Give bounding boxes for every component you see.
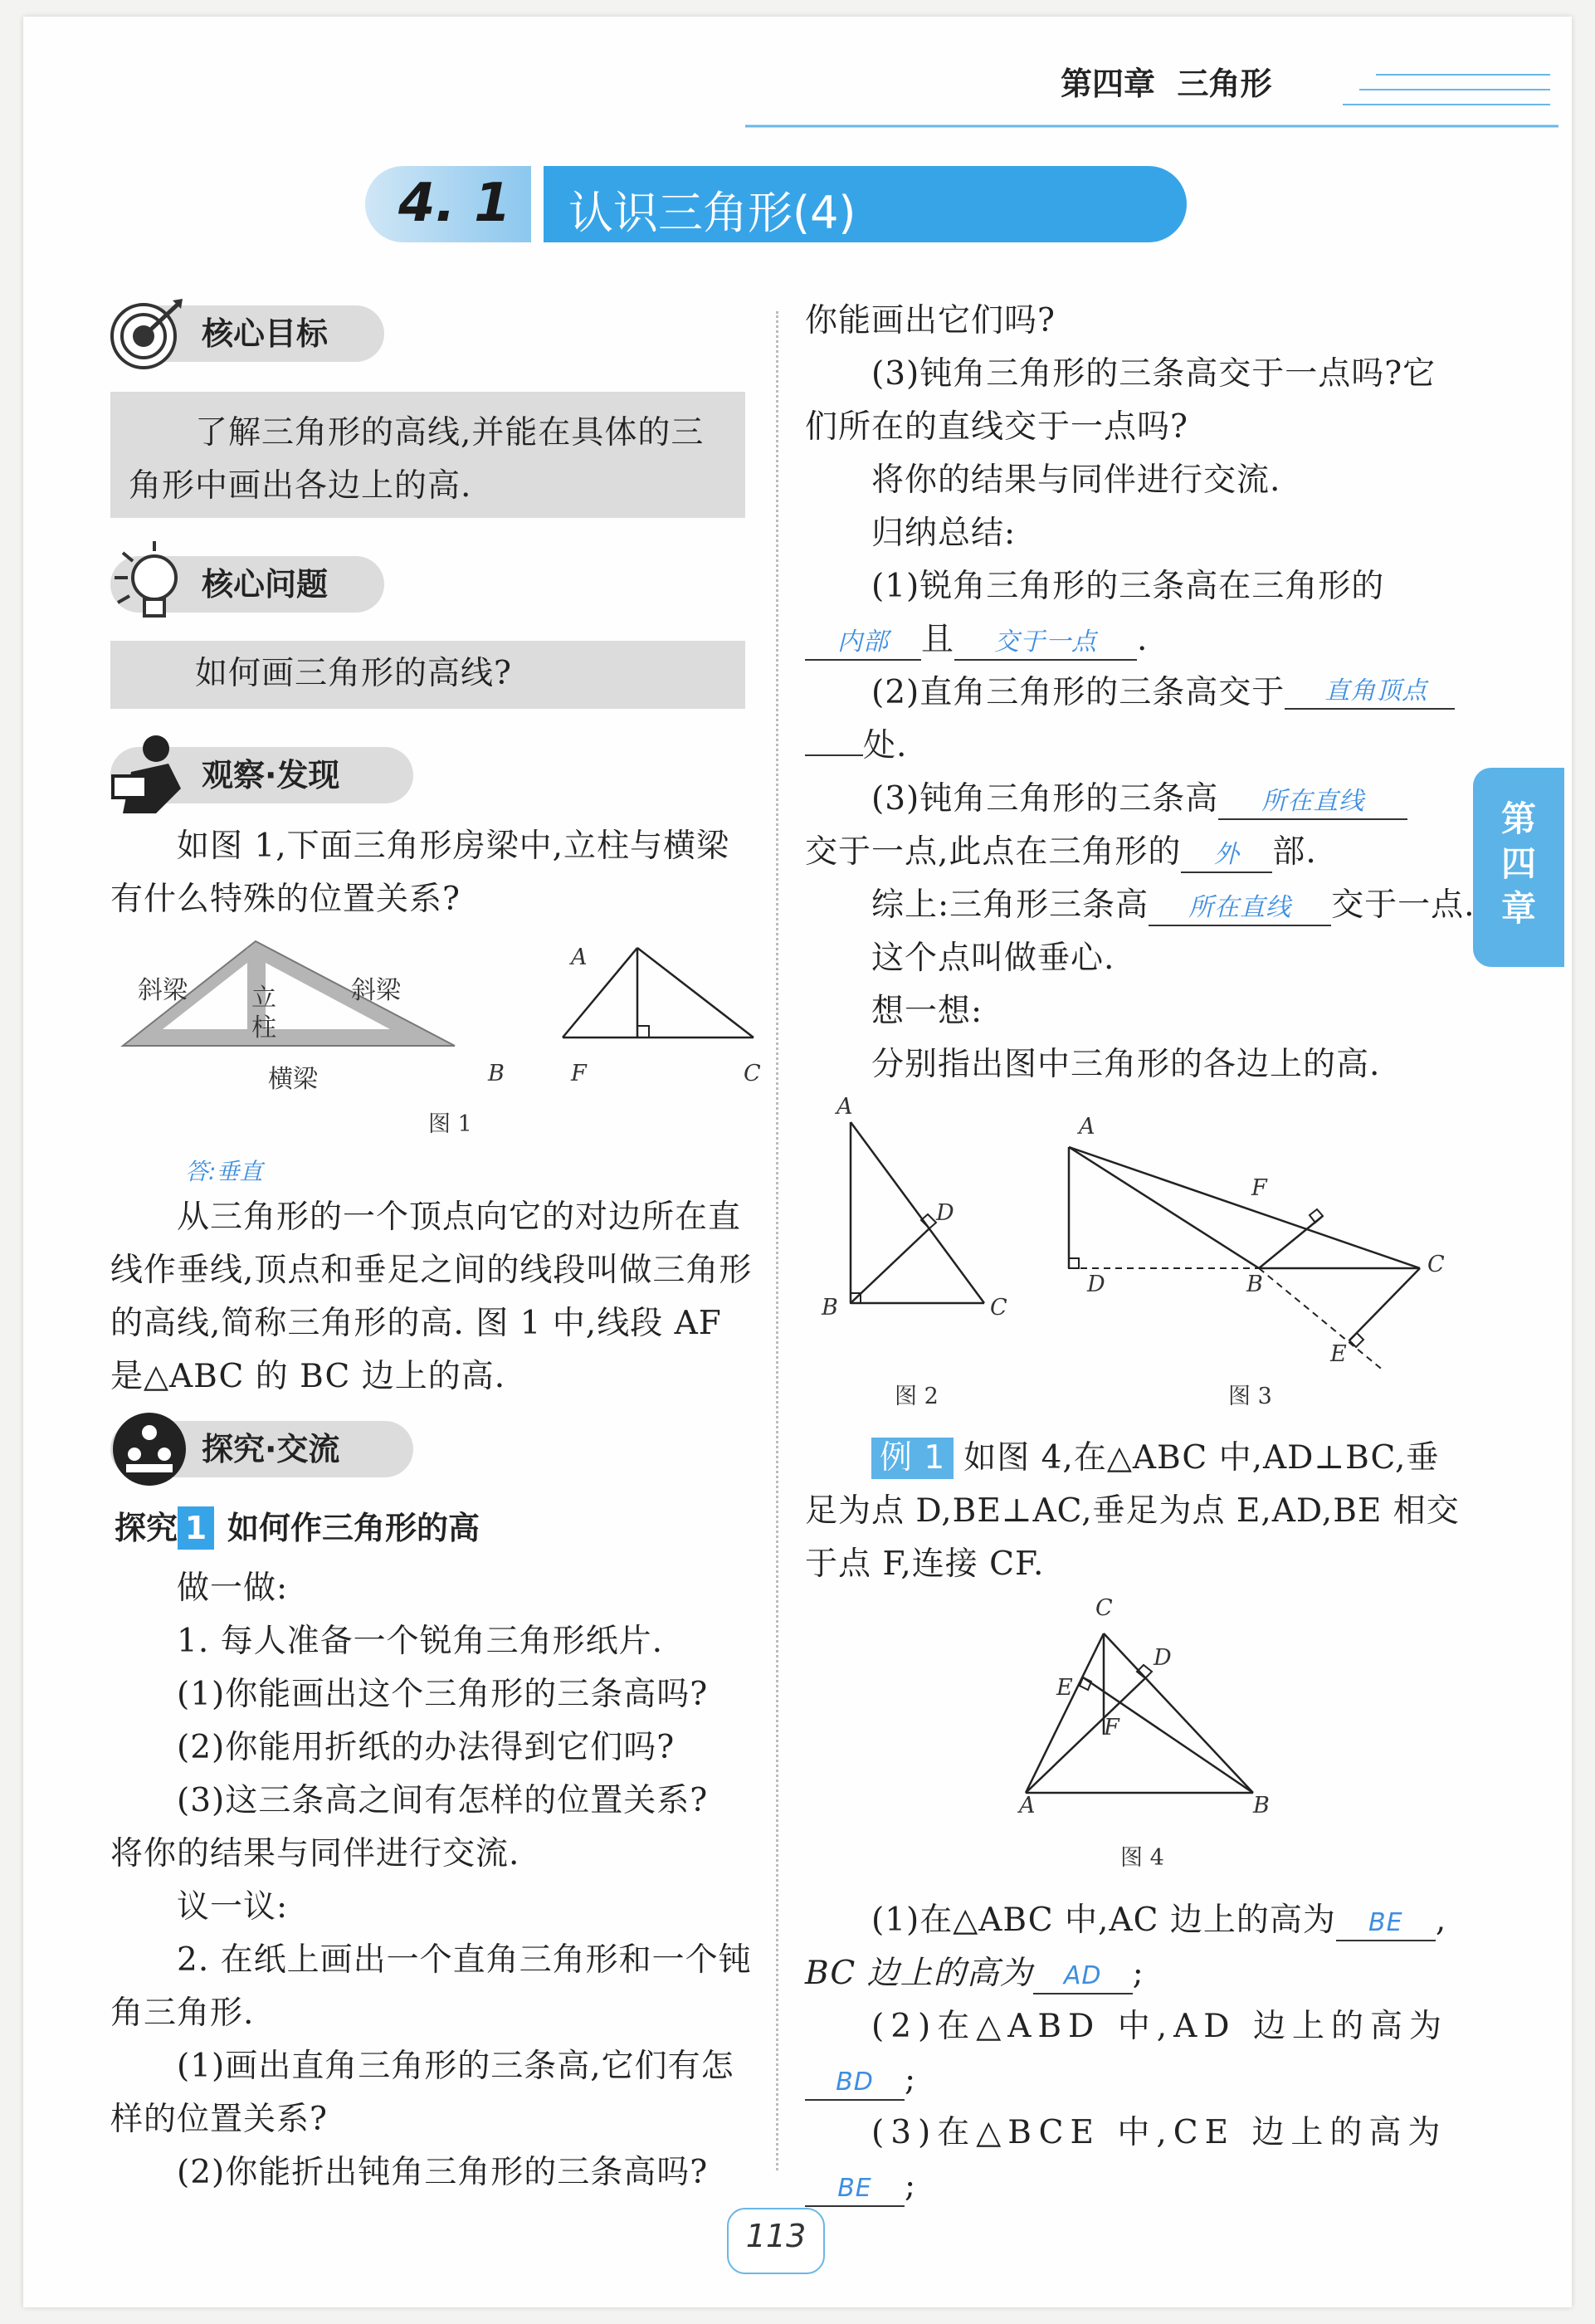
fig4-point-c: C: [1095, 1595, 1113, 1621]
question-1-line-b: BC 边上的高为 AD ;: [805, 1947, 1461, 2000]
blank-inside: 内部: [805, 626, 921, 661]
example-label: 例 1: [871, 1438, 954, 1479]
observe-badge: 观察·发现: [110, 747, 413, 803]
core-goal-badge: 核心目标: [110, 305, 384, 362]
question-2-line-a: (2)在△ABD 中,AD 边上的高为: [871, 2008, 1448, 2045]
blank-lines-2: 所在直线: [1149, 891, 1331, 926]
figure-1: [115, 930, 762, 1129]
right-line-2: (3)钝角三角形的三条高交于一点吗?它们所在的直线交于一点吗?: [805, 355, 1436, 446]
fig1-point-b: B: [488, 1061, 505, 1086]
fig3-point-b: B: [1246, 1272, 1263, 1297]
title-number: 4. 1: [398, 173, 511, 234]
question-3-line-a: (3)在△BCE 中,CE 边上的高为: [871, 2114, 1447, 2151]
explore-sub-prefix: 探究: [115, 1510, 178, 1546]
summary-4-line: [871, 879, 1502, 985]
explore-line-6: 议一议:: [177, 1888, 289, 1926]
fig4-point-f: F: [1104, 1715, 1119, 1741]
fig3-point-c: C: [1427, 1252, 1445, 1277]
handwritten-answer: 答:垂直: [185, 1158, 263, 1185]
definition-text: 从三角形的一个顶点向它的对边所在直线作垂线,顶点和垂足之间的线段叫做三角形的高线,简称三角形的高. 图 1 中,线段 AF 是△ABC 的 BC 边上的高.: [110, 1199, 753, 1395]
summary-2-end: 处.: [863, 727, 908, 764]
example-text: 如图 4,在△ABC 中,AD⊥BC,垂足为点 D,BE⊥AC,垂足为点 E,AD,BE 相交于点 F,连接 CF.: [805, 1439, 1460, 1583]
summary-1-line-a: (1)锐角三角形的三条高在三角形的: [871, 568, 1385, 605]
header-decoration: [729, 50, 1558, 141]
blank-lines: 所在直线: [1218, 785, 1407, 820]
explore-line-8: (1)画出直角三角形的三条高,它们有怎样的位置关系?: [110, 2048, 734, 2138]
observe-text: 如图 1,下面三角形房梁中,立柱与横梁有什么特殊的位置关系?: [110, 828, 730, 918]
explore-line-5: 将你的结果与同伴进行交流.: [110, 1835, 520, 1872]
page-number: 113: [745, 2218, 807, 2254]
fig2-point-c: C: [990, 1295, 1007, 1321]
fig3-caption: 图 3: [1228, 1384, 1272, 1409]
fig3-point-a: A: [1079, 1114, 1095, 1140]
fig1-point-f: F: [571, 1061, 587, 1086]
question-1-text: (1)在△ABC 中,AC 边上的高为: [871, 1902, 1336, 1939]
explore-badge: 探究·交流: [110, 1421, 413, 1477]
fig4-point-e: E: [1056, 1675, 1073, 1701]
title-text: 认识三角形(4): [568, 187, 856, 239]
fig4-point-d: D: [1154, 1645, 1172, 1671]
fig1-caption: 图 1: [428, 1111, 472, 1137]
fig3-point-e: E: [1330, 1341, 1347, 1367]
summary-2-line-b: [805, 720, 1461, 773]
summary-2-line-a: [871, 666, 1502, 720]
blank-q2: BD: [805, 2066, 905, 2101]
blank-intersect: 交于一点: [954, 626, 1137, 661]
core-goal-box: [110, 392, 745, 518]
explore-line-2: (1)你能画出这个三角形的三条高吗?: [177, 1676, 709, 1713]
title-banner: [365, 166, 1187, 242]
column-divider: [776, 311, 778, 2170]
right-line-4: 归纳总结:: [871, 515, 1017, 552]
fig1-pillar: 立柱: [251, 984, 276, 1042]
summary-1-line-b: 内部 且 交于一点 .: [805, 613, 1461, 666]
figure-4: [1002, 1610, 1285, 1801]
fig3-triangle: [1069, 1147, 1420, 1371]
blank-outside: 外: [1181, 838, 1272, 873]
fig4-point-a: A: [1019, 1793, 1036, 1819]
think-text: 分别指出图中三角形的各边上的高.: [871, 1046, 1381, 1083]
summary-3-text-b: 交于一点,此点在三角形的: [805, 833, 1182, 871]
chapter-label: 第四章: [1061, 66, 1156, 102]
summary-3-line-a: [871, 773, 1502, 826]
summary-4-end: 交于一点. 这个点叫做垂心.: [871, 886, 1475, 977]
core-goal-text: 了解三角形的高线,并能在具体的三角形中画出各边上的高.: [129, 414, 705, 505]
think-label: 想一想:: [871, 993, 983, 1030]
core-question-badge: 核心问题: [110, 556, 384, 613]
core-question-box: [110, 641, 745, 709]
explore-line-9: (2)你能折出钝角三角形的三条高吗?: [177, 2154, 709, 2191]
question-2-line-b: BD ;: [805, 2053, 1461, 2107]
figure-2-and-3: [820, 1104, 1484, 1378]
explore-line-0: 做一做:: [177, 1570, 289, 1607]
explore-line-7: 2. 在纸上画出一个直角三角形和一个钝角三角形.: [110, 1941, 752, 2032]
explore-sub-title: 如何作三角形的高: [227, 1510, 480, 1546]
fig1-triangle: [563, 948, 754, 1038]
summary-3-text: (3)钝角三角形的三条高: [871, 780, 1219, 818]
fig2-point-b: B: [822, 1295, 838, 1321]
summary-3-line-b: [805, 826, 1461, 879]
right-line-3: 将你的结果与同伴进行交流.: [871, 461, 1281, 499]
core-question-text: 如何画三角形的高线?: [195, 655, 512, 692]
explore-line-3: (2)你能用折纸的办法得到它们吗?: [177, 1729, 676, 1766]
side-tab-text: 第四章: [1500, 798, 1536, 929]
example-1: [805, 1432, 1461, 1591]
fig4-caption: 图 4: [1120, 1845, 1164, 1871]
question-1-text-b: BC 边上的高为: [805, 1955, 1033, 1992]
blank-right-vertex-cont: [805, 754, 863, 756]
summary-4-text: 综上:三角形三条高: [871, 886, 1149, 924]
fig2-point-d: D: [936, 1200, 954, 1226]
explore-sub-num: 1: [178, 1506, 214, 1550]
blank-q1-2: AD: [1033, 1960, 1133, 1994]
fig3-point-d: D: [1087, 1272, 1105, 1297]
fig4-point-b: B: [1253, 1793, 1270, 1819]
fig1-point-a: A: [571, 945, 588, 970]
target-icon: [106, 299, 185, 374]
question-1-line-a: (1)在△ABC 中,AC 边上的高为 BE ,: [871, 1894, 1485, 1947]
right-line-1: 你能画出它们吗?: [805, 302, 1056, 339]
chapter-title: 三角形: [1177, 66, 1272, 102]
explore-subheading: [115, 1506, 480, 1550]
blank-right-vertex: 直角顶点: [1285, 675, 1455, 710]
question-3-line-b: BE ;: [805, 2160, 1461, 2213]
fig2-point-a: A: [837, 1094, 853, 1120]
fig1-beam-right: 斜梁: [351, 976, 401, 1005]
fig1-beam-left: 斜梁: [138, 976, 188, 1005]
fig3-point-f: F: [1251, 1175, 1267, 1201]
group-icon: [110, 1409, 189, 1489]
summary-1-and: 且: [921, 621, 955, 658]
blank-q3: BE: [805, 2172, 905, 2207]
blank-q1-1: BE: [1336, 1907, 1436, 1941]
reading-person-icon: [106, 730, 198, 822]
fig1-point-c: C: [744, 1061, 761, 1086]
summary-3-end: 部.: [1272, 833, 1317, 871]
textbook-page: [23, 17, 1572, 2307]
explore-line-1: 1. 每人准备一个锐角三角形纸片.: [177, 1623, 664, 1660]
fig2-caption: 图 2: [895, 1384, 939, 1409]
lightbulb-icon: [106, 538, 198, 629]
explore-line-4: (3)这三条高之间有怎样的位置关系?: [177, 1782, 709, 1819]
fig2-triangle: [851, 1122, 984, 1303]
fig1-crossbeam: 横梁: [268, 1065, 318, 1094]
summary-2-text: (2)直角三角形的三条高交于: [871, 674, 1285, 711]
